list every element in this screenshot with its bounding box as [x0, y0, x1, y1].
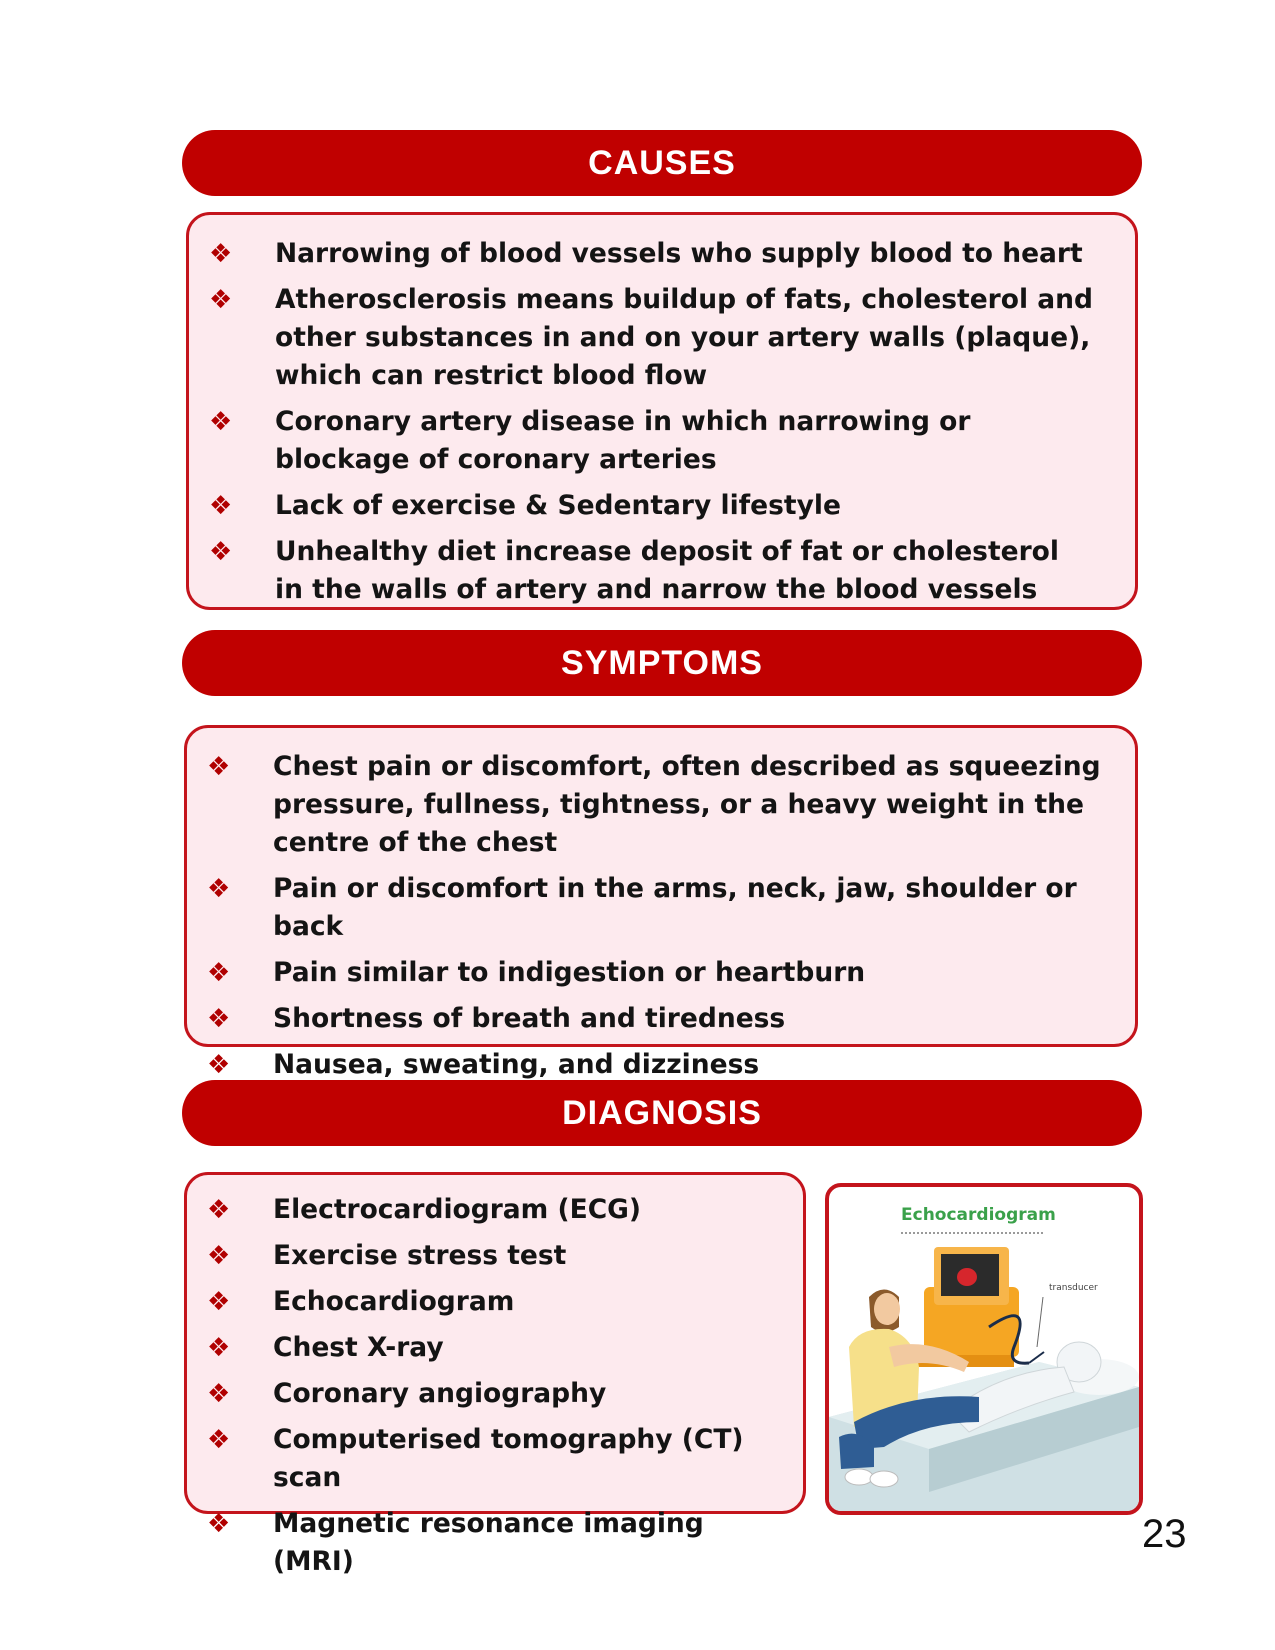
symptoms-list: [187, 748, 1105, 1084]
page-number: 23: [1142, 1512, 1187, 1556]
list-item: ❖ Echocardiogram: [187, 1283, 793, 1321]
diagnosis-box: [184, 1172, 806, 1577]
diamond-bullet-icon: ❖: [207, 752, 231, 782]
illustration-title-underline: [901, 1232, 1043, 1234]
diamond-bullet-icon: ❖: [207, 1241, 231, 1271]
diamond-bullet-icon: ❖: [207, 1509, 231, 1539]
diamond-bullet-icon: ❖: [207, 1004, 231, 1034]
causes-title: CAUSES: [588, 143, 736, 182]
symptoms-header: [182, 630, 1142, 696]
list-item: ❖ Shortness of breath and tiredness: [187, 1000, 1105, 1038]
transducer-label: transducer: [1049, 1283, 1098, 1293]
list-item: ❖ Electrocardiogram (ECG): [187, 1191, 793, 1229]
echocardiogram-scene-image: [829, 1187, 1139, 1511]
symptoms-title: SYMPTOMS: [561, 643, 763, 682]
diagnosis-header: [182, 1080, 1142, 1146]
diamond-bullet-icon: ❖: [207, 1379, 231, 1409]
diagnosis-title: DIAGNOSIS: [562, 1093, 762, 1132]
list-item: ❖ Chest pain or discomfort, often described as squeezing pressure, fullness, tightness, or a heavy weight in the centre of the chest: [187, 748, 1105, 862]
causes-list: [189, 235, 1095, 609]
diamond-bullet-icon: ❖: [207, 958, 231, 988]
diamond-bullet-icon: ❖: [207, 1050, 231, 1080]
illustration-title: Echocardiogram: [901, 1205, 1056, 1225]
diamond-bullet-icon: ❖: [207, 1195, 231, 1225]
list-item: ❖ Computerised tomography (CT) scan: [187, 1421, 793, 1497]
list-item: ❖ Magnetic resonance imaging (MRI): [187, 1505, 793, 1581]
list-item: ❖ Atherosclerosis means buildup of fats, cholesterol and other substances in and on your artery walls (plaque), which can restrict blood flow: [189, 281, 1095, 395]
list-item: ❖ Chest X-ray: [187, 1329, 793, 1367]
diamond-bullet-icon: ❖: [207, 1333, 231, 1363]
diamond-bullet-icon: ❖: [209, 285, 233, 315]
diamond-bullet-icon: ❖: [209, 407, 233, 437]
diagnosis-list: [187, 1191, 793, 1581]
list-item: ❖ Coronary angiography: [187, 1375, 793, 1413]
symptoms-box: [184, 725, 1138, 1080]
list-item: ❖ Unhealthy diet increase deposit of fat or cholesterol in the walls of artery and narrow the blood vessels: [189, 533, 1095, 609]
list-item: ❖ Nausea, sweating, and dizziness: [187, 1046, 1105, 1084]
diamond-bullet-icon: ❖: [207, 1287, 231, 1317]
list-item: ❖ Lack of exercise & Sedentary lifestyle: [189, 487, 1095, 525]
list-item: ❖ Pain or discomfort in the arms, neck, jaw, shoulder or back: [187, 870, 1105, 946]
causes-header: [182, 130, 1142, 196]
list-item: ❖ Narrowing of blood vessels who supply blood to heart: [189, 235, 1095, 273]
diamond-bullet-icon: ❖: [209, 491, 233, 521]
list-item: ❖ Exercise stress test: [187, 1237, 793, 1275]
diamond-bullet-icon: ❖: [207, 874, 231, 904]
echocardiogram-illustration: [825, 1183, 1143, 1515]
causes-box: [186, 212, 1138, 610]
list-item: ❖ Pain similar to indigestion or heartburn: [187, 954, 1105, 992]
diamond-bullet-icon: ❖: [209, 537, 233, 567]
list-item: ❖ Coronary artery disease in which narrowing or blockage of coronary arteries: [189, 403, 1095, 479]
diamond-bullet-icon: ❖: [207, 1425, 231, 1455]
diamond-bullet-icon: ❖: [209, 239, 233, 269]
